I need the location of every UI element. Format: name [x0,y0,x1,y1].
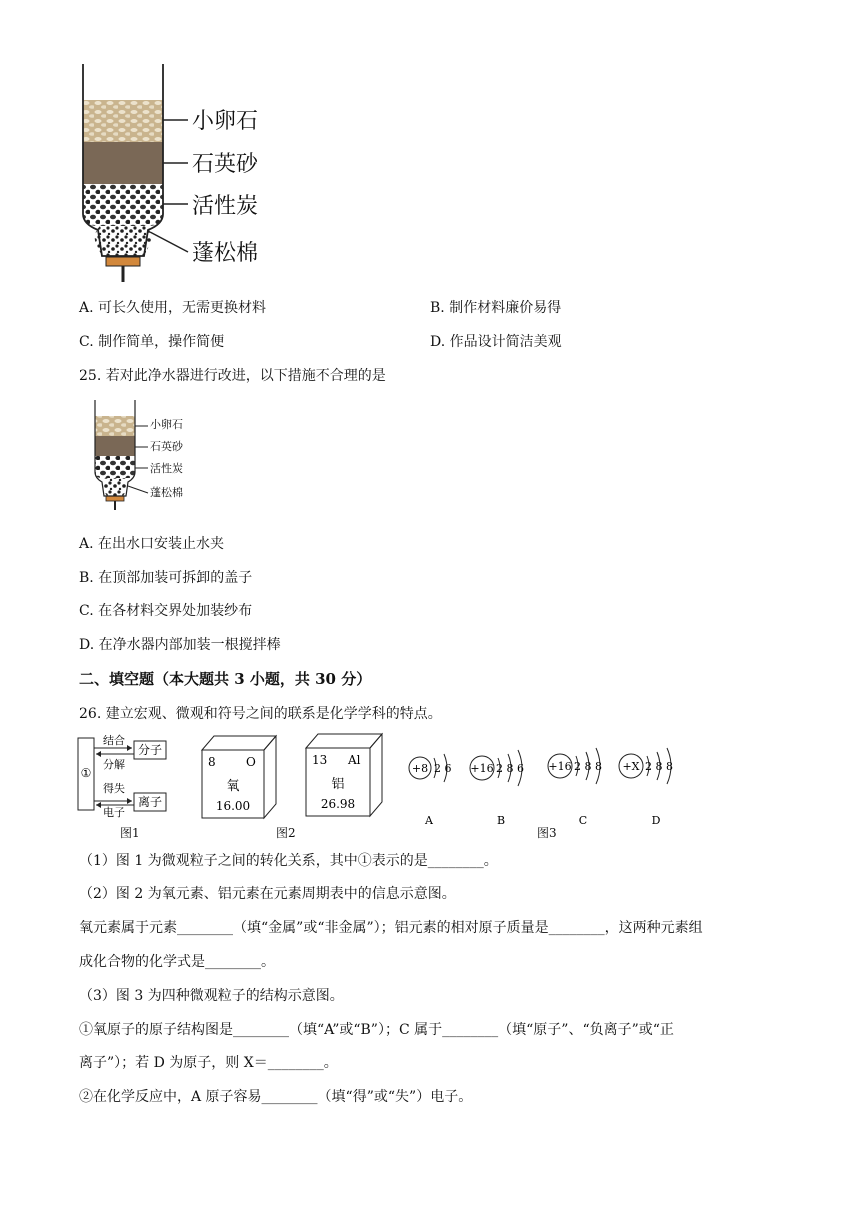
q25-option-b: B. 在顶部加装可拆卸的盖子 [79,570,253,586]
q25-option-a: A. 在出水口安装止水夹 [79,536,225,552]
q26-line-1: （1）图 1 为微观粒子之间的转化关系，其中①表示的是________。 [79,853,498,869]
atom-c [548,748,602,827]
fig1-ion: 离子 [137,795,163,809]
fig1-molecule: 分子 [137,743,163,757]
q26-line-5: （3）图 3 为四种微观粒子的结构示意图。 [79,988,344,1004]
q26-line-4: 成化合物的化学式是________。 [79,954,275,970]
label-activated-carbon: 活性炭 [192,194,259,219]
fig1-electron: 电子 [103,806,125,819]
fig3-caption: 图3 [537,826,557,840]
figure1-conversion-diagram [76,732,176,819]
atom-d [619,748,673,827]
label-cotton: 蓬松棉 [192,241,259,266]
atom-a-shells: 2 6 [434,762,452,775]
pebble-layer [83,100,163,142]
atom-d-letter: D [651,814,661,827]
q26-line-2: （2）图 2 为氧元素、铝元素在元素周期表中的信息示意图。 [79,886,456,902]
oxygen-mass: 16.00 [215,799,251,813]
small-label-activated-carbon: 活性炭 [150,462,183,475]
figure2-periodic-cells [196,732,396,822]
q25-stem: 25. 若对此净水器进行改进，以下措施不合理的是 [79,368,386,384]
option-c: C. 制作简单，操作简便 [79,334,225,350]
small-label-quartz-sand: 石英砂 [150,440,183,453]
figure3-atomic-structures [400,738,720,827]
atom-a [409,754,452,827]
q26-line-8: ②在化学反应中，A 原子容易________（填“得”或“失”）电子。 [79,1089,473,1105]
aluminum-mass: 26.98 [320,797,356,811]
atom-b-shells: 2 8 6 [496,762,524,775]
small-label-cotton: 蓬松棉 [150,486,183,499]
atom-b [470,750,524,827]
atom-a-nucleus: +8 [411,762,429,775]
oxygen-name: 氧 [226,779,240,794]
atom-c-shells: 2 8 8 [574,760,602,773]
atom-b-nucleus: +16 [470,762,494,775]
atom-d-shells: 2 8 8 [645,760,673,773]
activated-carbon-layer [83,184,163,226]
fig2-caption: 图2 [276,826,296,840]
aluminum-cell [306,734,382,816]
q25-option-c: C. 在各材料交界处加装纱布 [79,603,253,619]
option-a: A. 可长久使用，无需更换材料 [79,300,267,316]
aluminum-name: 铝 [331,777,345,792]
option-d: D. 作品设计简洁美观 [430,334,562,350]
q26-line-3: 氧元素属于元素________（填“金属”或“非金属”）；铝元素的相对原子质量是________，这两种元素组 [79,920,703,936]
small-label-pebble: 小卵石 [150,418,183,431]
atom-d-nucleus: +X [622,760,640,773]
q25-option-d: D. 在净水器内部加装一根搅拌棒 [79,637,281,653]
atom-a-letter: A [425,814,433,827]
option-b: B. 制作材料廉价易得 [430,300,562,316]
cotton-layer [95,226,152,256]
fig1-decompose: 分解 [103,758,125,771]
section-heading: 二、填空题（本大题共 3 小题，共 30 分） [79,670,372,688]
q26-stem: 26. 建立宏观、微观和符号之间的联系是化学学科的特点。 [79,706,442,722]
label-quartz-sand: 石英砂 [192,152,259,177]
q26-line-7: 离子”）；若 D 为原子，则 X＝________。 [79,1055,338,1071]
outlet-cap [106,257,140,266]
fig1-circle: ① [80,766,92,780]
aluminum-symbol: Al [348,753,361,767]
atom-b-letter: B [496,814,506,827]
label-pebble: 小卵石 [192,109,259,134]
fig1-combine: 结合 [103,734,125,747]
quartz-sand-layer [83,142,163,184]
aluminum-number: 13 [312,753,328,767]
q26-line-6: ①氧原子的原子结构图是________（填“A”或“B”）；C 属于________（填“原子”、“负离子”或“正 [79,1022,674,1038]
fig1-gain-lose: 得失 [103,782,125,795]
oxygen-number: 8 [208,755,216,769]
fig1-caption: 图1 [120,826,140,840]
atom-c-nucleus: +16 [548,760,572,773]
atom-c-letter: C [578,814,588,827]
oxygen-cell [202,736,276,818]
oxygen-symbol: O [246,755,256,769]
